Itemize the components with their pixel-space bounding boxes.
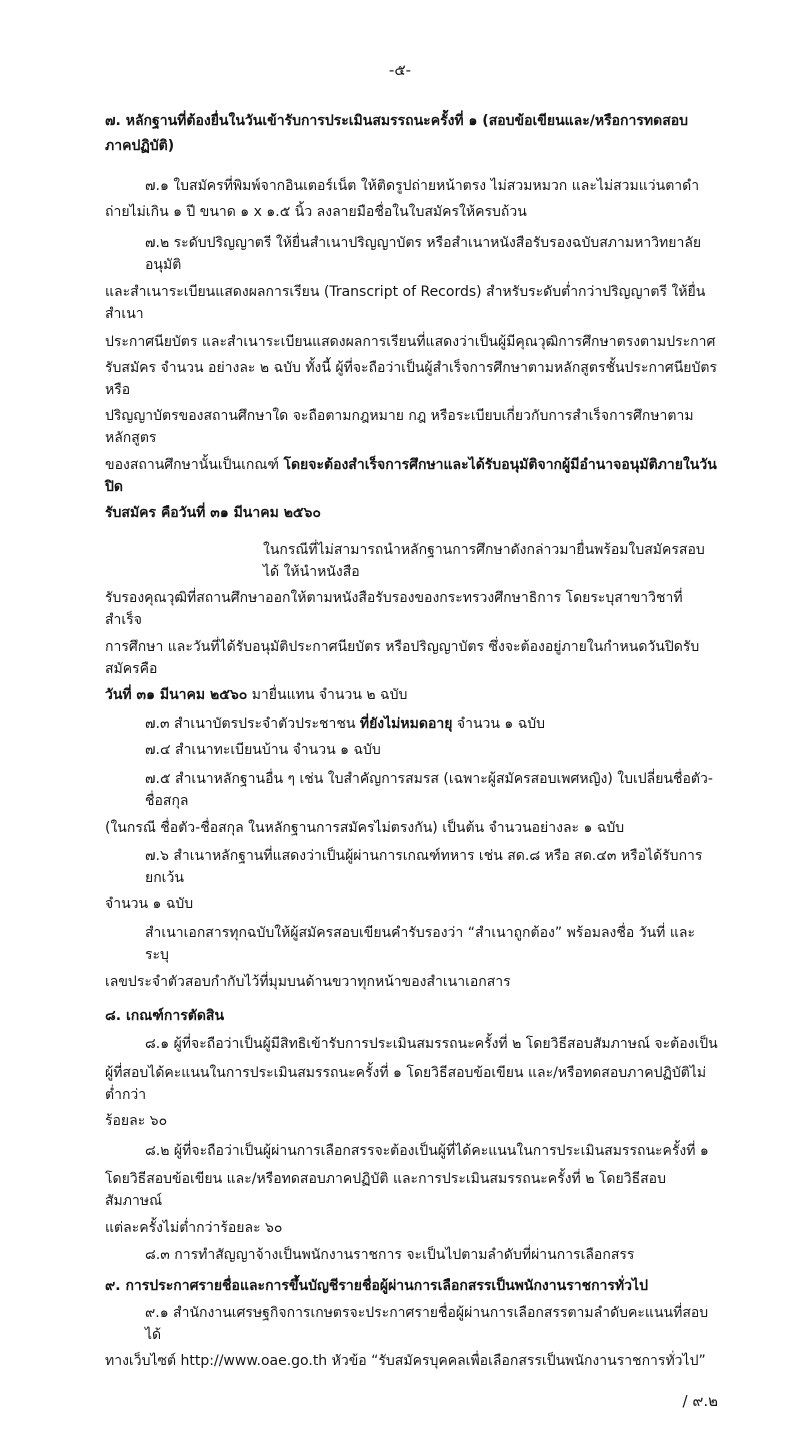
text-segment: ๗.๓ สำเนาบัตรประจำตัวประชาชน bbox=[145, 716, 360, 732]
text-line bbox=[105, 817, 718, 839]
text-line bbox=[105, 1350, 718, 1372]
text-segment: ๘.๒ ผู้ที่จะถือว่าเป็นผู้ผ่านการเลือกสรรจะต้องเป็นผู้ที่ได้คะแนนในการประเมินสมรรถนะครั้งที่ ๑ bbox=[145, 1143, 709, 1159]
text-segment: ๘.๑ ผู้ที่จะถือว่าเป็นผู้มีสิทธิเข้ารับการประเมินสมรรถนะครั้งที่ ๒ โดยวิธีสอบสัมภาษณ์ จะต้องเป็น bbox=[145, 1036, 718, 1052]
text-line bbox=[145, 922, 718, 966]
bold-text: ที่ยังไม่หมดอายุ bbox=[359, 716, 453, 732]
text-line bbox=[105, 281, 718, 325]
text-line bbox=[145, 175, 718, 197]
text-segment: ถ่ายไม่เกิน ๑ ปี ขนาด ๑ x ๑.๕ นิ้ว ลงลายมือชื่อในใบสมัครให้ครบถ้วน bbox=[105, 204, 527, 220]
text-segment: ทางเว็บไซต์ http://www.oae.go.th หัวข้อ “รับสมัครบุคคลเพื่อเลือกสรรเป็นพนักงานราชการทั่วไป” bbox=[105, 1353, 706, 1369]
text-line bbox=[263, 539, 718, 583]
text-line bbox=[145, 768, 718, 812]
text-segment: ร้อยละ ๖๐ bbox=[105, 1113, 168, 1129]
text-segment: มายื่นแทน จำนวน ๒ ฉบับ bbox=[247, 687, 408, 703]
text-line bbox=[105, 684, 718, 706]
text-segment: ๗.๕ สำเนาหลักฐานอื่น ๆ เช่น ใบสำคัญการสมรส (เฉพาะผู้สมัครสอบเพศหญิง) ใบเปลี่ยนชื่อตัว-ชื่อสกุล bbox=[145, 771, 713, 809]
text-line bbox=[105, 636, 718, 680]
bold-text: วันที่ ๓๑ มีนาคม ๒๕๖๐ bbox=[105, 687, 248, 703]
text-line bbox=[145, 1140, 718, 1162]
text-line bbox=[145, 232, 718, 276]
text-segment: การศึกษา และวันที่ได้รับอนุมัติประกาศนียบัตร หรือปริญญาบัตร ซึ่งจะต้องอยู่ภายในกำหนดวันปิดรับสมัครคือ bbox=[105, 639, 700, 677]
text-segment: สำเนาเอกสารทุกฉบับให้ผู้สมัครสอบเขียนคำรับรองว่า “สำเนาถูกต้อง” พร้อมลงชื่อ วันที่ และระบุ bbox=[145, 925, 695, 963]
bold-text: รับสมัคร คือวันที่ ๓๑ มีนาคม ๒๕๖๐ bbox=[105, 505, 321, 521]
text-segment: ปริญญาบัตรของสถานศึกษาใด จะถือตามกฎหมาย กฎ หรือระเบียบเกี่ยวกับการสำเร็จการศึกษาตามหลักสูตร bbox=[105, 408, 694, 446]
text-segment: รับรองคุณวุฒิที่สถานศึกษาออกให้ตามหนังสือรับรองของกระทรวงศึกษาธิการ โดยระบุสาขาวิชาที่สำเร็จ bbox=[105, 590, 683, 628]
text-segment: ในกรณีที่ไม่สามารถนำหลักฐานการศึกษาดังกล่าวมายื่นพร้อมใบสมัครสอบได้ ให้นำหนังสือ bbox=[263, 542, 705, 580]
text-line bbox=[105, 331, 718, 353]
bold-text: ๘. เกณฑ์การตัดสิน bbox=[105, 1008, 225, 1024]
text-segment: ๗.๒ ระดับปริญญาตรี ให้ยื่นสำเนาปริญญาบัตร หรือสำเนาหนังสือรับรองฉบับสภามหาวิทยาลัยอนุมัติ bbox=[145, 235, 702, 273]
text-line bbox=[105, 1275, 718, 1297]
text-segment: ๗.๔ สำเนาทะเบียนบ้าน จำนวน ๑ ฉบับ bbox=[145, 742, 381, 758]
bold-text: ๙. การประกาศรายชื่อและการขึ้นบัญชีรายชื่อผู้ผ่านการเลือกสรรเป็นพนักงานราชการทั่วไป bbox=[105, 1278, 648, 1294]
text-line bbox=[105, 1217, 718, 1239]
text-line bbox=[105, 1110, 718, 1132]
text-line bbox=[105, 201, 718, 223]
text-line bbox=[105, 1168, 718, 1212]
text-line bbox=[105, 357, 718, 401]
text-segment: เลขประจำตัวสอบกำกับไว้ที่มุมบนด้านขวาทุกหน้าของสำเนาเอกสาร bbox=[105, 974, 511, 990]
text-line bbox=[145, 1033, 718, 1055]
text-line bbox=[105, 1005, 718, 1027]
text-line bbox=[105, 110, 718, 132]
bold-text: ๗. หลักฐานที่ต้องยื่นในวันเข้ารับการประเมินสมรรถนะครั้งที่ ๑ (สอบข้อเขียนและ/หรือการทดสอบ bbox=[105, 113, 689, 129]
next-page-reference: / ๙.๒ bbox=[682, 1392, 718, 1410]
text-segment: รับสมัคร จำนวน อย่างละ ๒ ฉบับ ทั้งนี้ ผู้ที่จะถือว่าเป็นผู้สำเร็จการศึกษาตามหลักสูตรชั้นประกาศนียบัตร หรือ bbox=[105, 360, 717, 398]
text-segment: ๗.๑ ใบสมัครที่พิมพ์จากอินเตอร์เน็ต ให้ติดรูปถ่ายหน้าตรง ไม่สวมหมวก และไม่สวมแว่นตาดำ bbox=[145, 178, 700, 194]
text-line bbox=[105, 893, 718, 915]
text-line bbox=[145, 845, 718, 889]
text-segment: ๘.๓ การทำสัญญาจ้างเป็นพนักงานราชการ จะเป็นไปตามลำดับที่ผ่านการเลือกสรร bbox=[145, 1247, 635, 1263]
text-line bbox=[105, 587, 718, 631]
text-segment: โดยวิธีสอบข้อเขียน และ/หรือทดสอบภาคปฏิบัติ และการประเมินสมรรถนะครั้งที่ ๒ โดยวิธีสอบสัมภาษณ์ bbox=[105, 1171, 666, 1209]
text-segment: ๙.๑ สำนักงานเศรษฐกิจการเกษตรจะประกาศรายชื่อผู้ผ่านการเลือกสรรตามลำดับคะแนนที่สอบได้ bbox=[145, 1305, 709, 1343]
text-segment: แต่ละครั้งไม่ต่ำกว่าร้อยละ ๖๐ bbox=[105, 1220, 283, 1236]
text-line bbox=[105, 405, 718, 449]
text-segment: ของสถานศึกษานั้นเป็นเกณฑ์ bbox=[105, 457, 284, 473]
page-number: -๕- bbox=[388, 61, 412, 79]
bold-text: ภาคปฏิบัติ) bbox=[105, 138, 175, 154]
bold-text: โดยจะต้องสำเร็จการศึกษาและได้รับอนุมัติจากผู้มีอำนาจอนุมัติภายในวันปิด bbox=[105, 457, 717, 495]
text-line bbox=[105, 971, 718, 993]
text-line bbox=[145, 1244, 718, 1266]
text-segment: จำนวน ๑ ฉบับ bbox=[105, 896, 194, 912]
text-line bbox=[105, 1062, 718, 1106]
text-segment: ๗.๖ สำเนาหลักฐานที่แสดงว่าเป็นผู้ผ่านการเกณฑ์ทหาร เช่น สด.๘ หรือ สด.๔๓ หรือได้รับการยกเว้น bbox=[145, 848, 703, 886]
text-line bbox=[105, 502, 718, 524]
text-segment: (ในกรณี ชื่อตัว-ชื่อสกุล ในหลักฐานการสมัครไม่ตรงกัน) เป็นต้น จำนวนอย่างละ ๑ ฉบับ bbox=[105, 820, 625, 836]
text-line bbox=[105, 454, 718, 498]
text-segment: ประกาศนียบัตร และสำเนาระเบียนแสดงผลการเรียนที่แสดงว่าเป็นผู้มีคุณวุฒิการศึกษาตรงตามประกาศ bbox=[105, 334, 716, 350]
text-line bbox=[145, 739, 718, 761]
text-line bbox=[145, 713, 718, 735]
text-segment: ผู้ที่สอบได้คะแนนในการประเมินสมรรถนะครั้งที่ ๑ โดยวิธีสอบข้อเขียน และ/หรือทดสอบภาคปฏิบัติไม่ต่ำกว่า bbox=[105, 1065, 707, 1103]
text-line bbox=[105, 135, 718, 157]
text-segment: จำนวน ๑ ฉบับ bbox=[452, 716, 546, 732]
text-line bbox=[145, 1302, 718, 1346]
text-segment: และสำเนาระเบียนแสดงผลการเรียน (Transcript of Records) สำหรับระดับต่ำกว่าปริญญาตรี ให้ยื่นสำเนา bbox=[105, 284, 706, 322]
